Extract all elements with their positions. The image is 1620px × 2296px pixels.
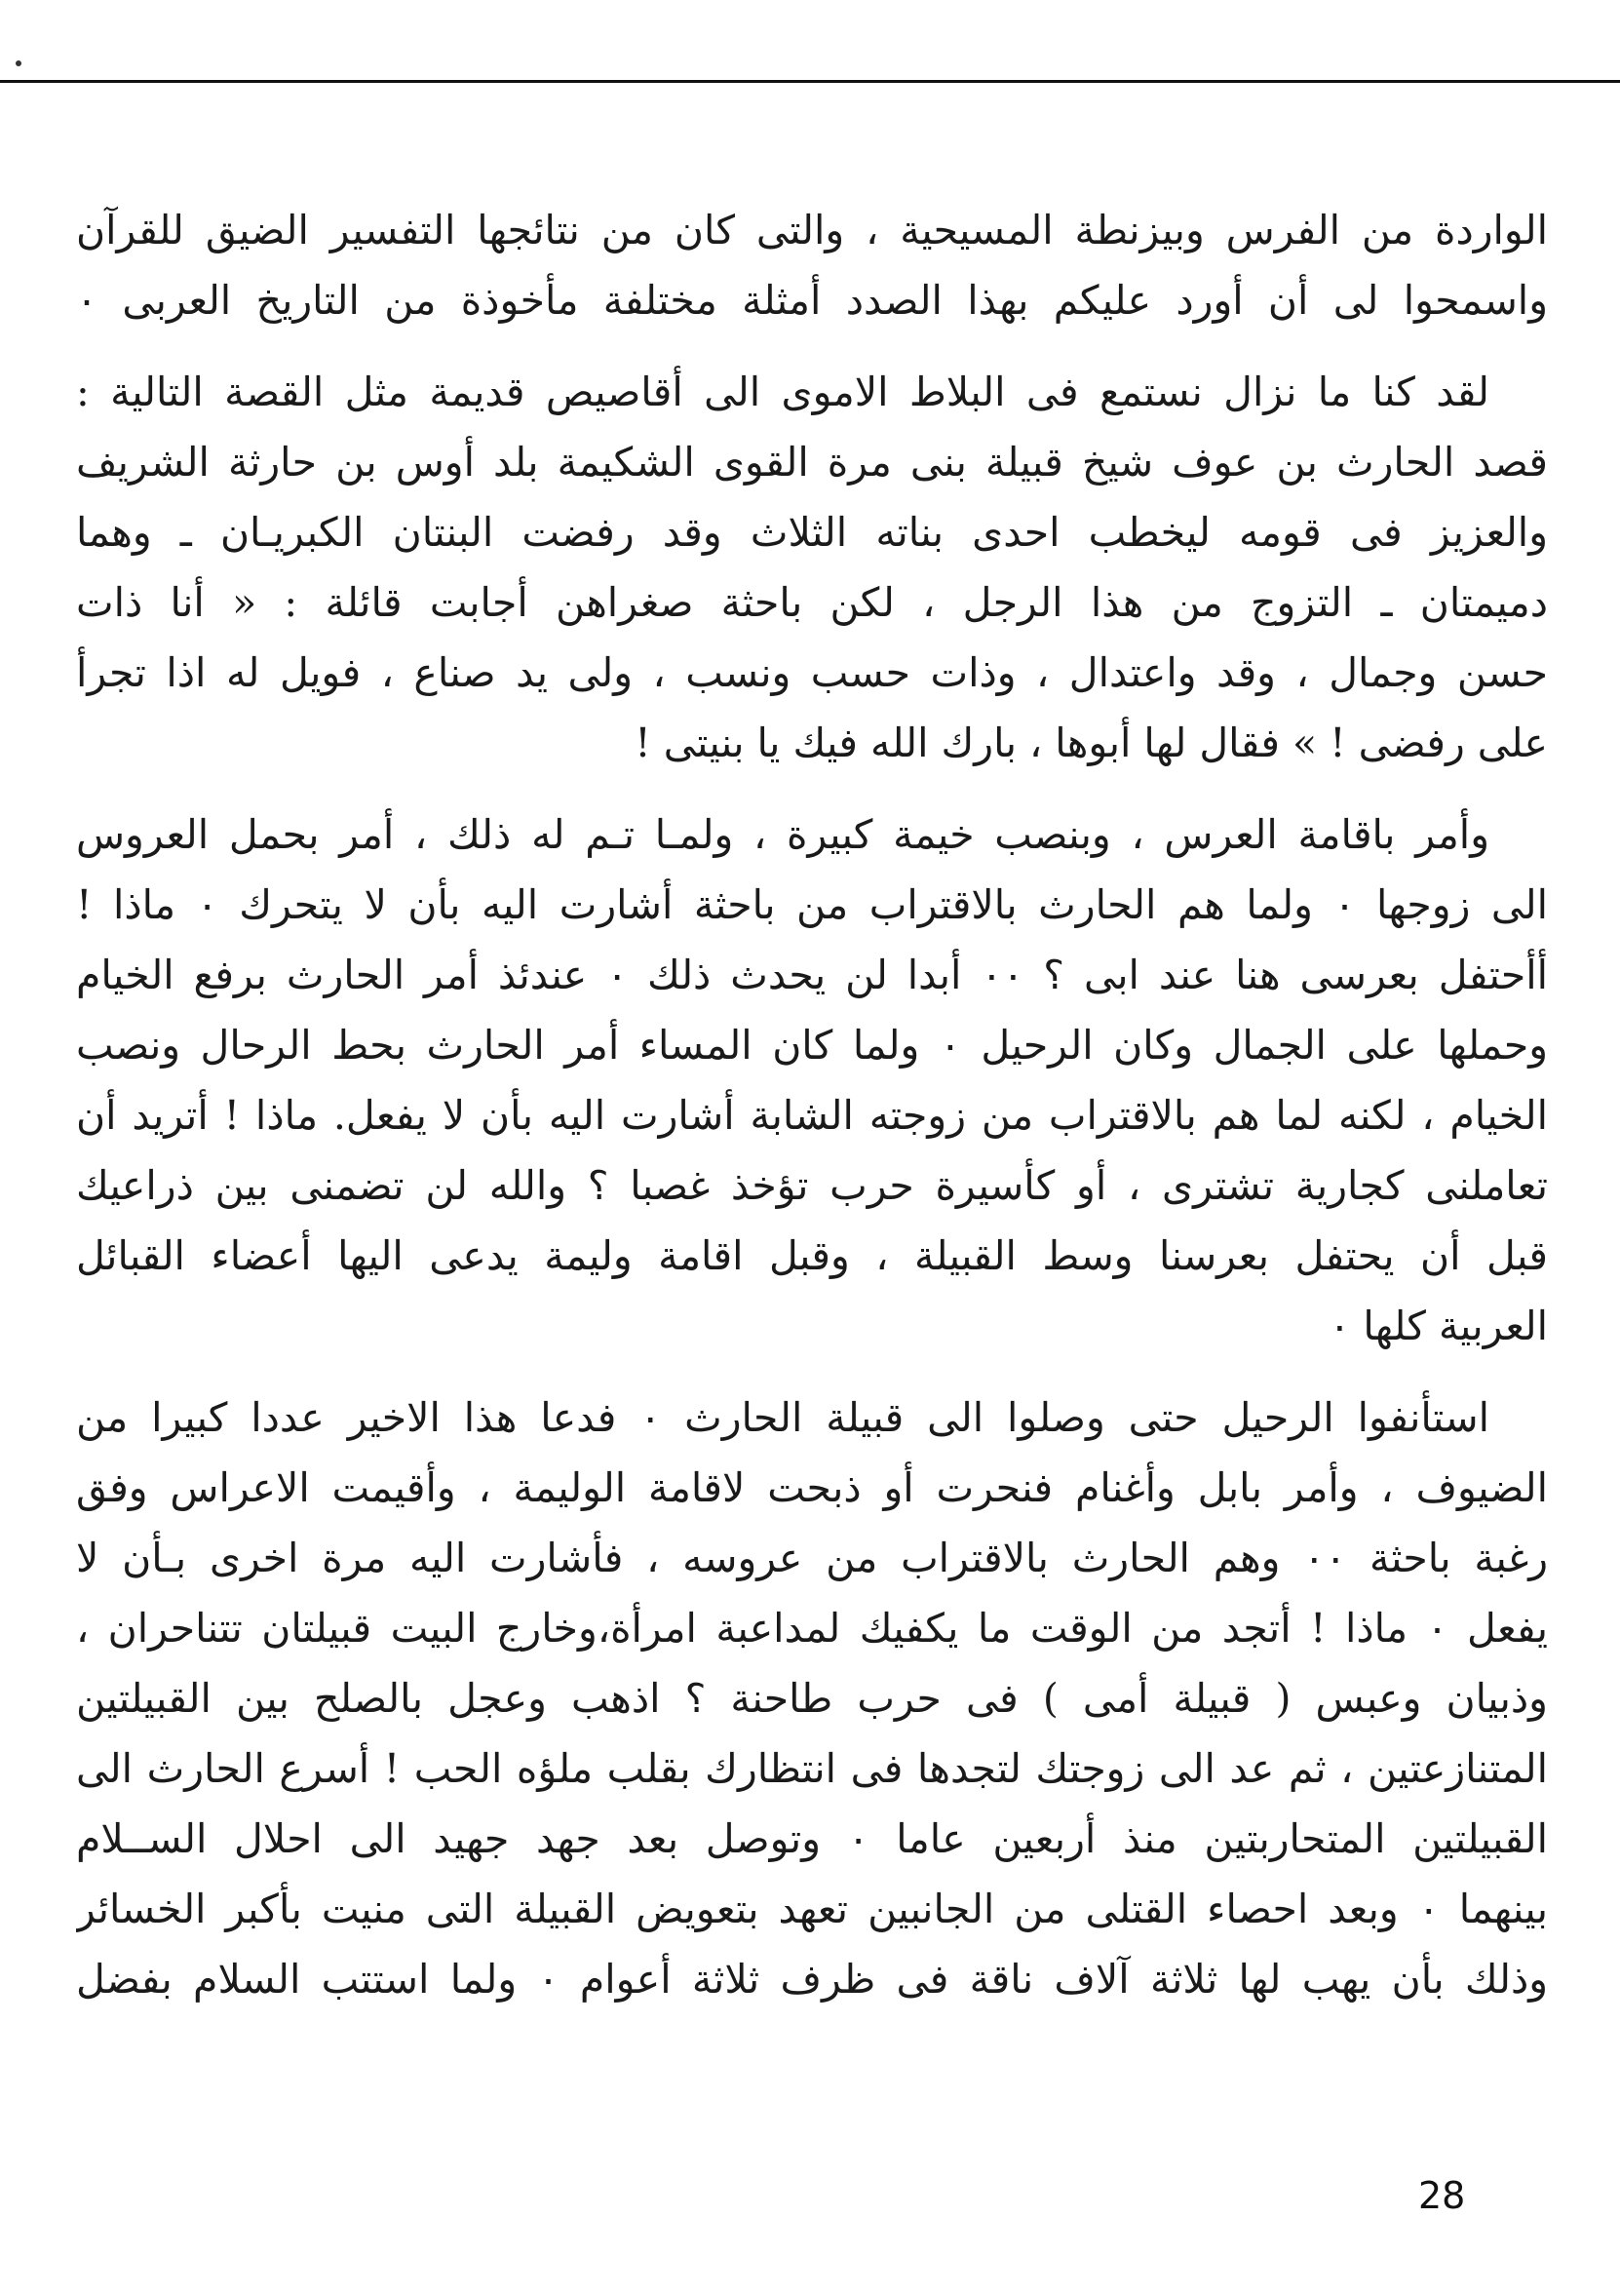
paragraph-1 [76, 195, 1548, 335]
text-line: استأنفوا الرحيل حتى وصلوا الى قبيلة الحارث ٠ فدعا هذا الاخير عددا كبيرا من [76, 1394, 1489, 1441]
text-line: بينهما ٠ وبعد احصاء القتلى من الجانبين تعهد بتعويض القبيلة التى منيت بأكبر الخسائر [76, 1886, 1548, 1932]
text-line: لقد كنا ما نزال نستمع فى البلاط الاموى الى أقاصيص قديمة مثل القصة التالية : [76, 369, 1489, 415]
text-line: دميمتان ـ التزوج من هذا الرجل ، لكن باحثة صغراهن أجابت قائلة : « أنا ذات [76, 579, 1548, 626]
text-line: قصد الحارث بن عوف شيخ قبيلة بنى مرة القوى الشكيمة بلد أوس بن حارثة الشريف [76, 439, 1548, 486]
text-line: وذلك بأن يهب لها ثلاثة آلاف ناقة فى ظرف ثلاثة أعوام ٠ ولما استتب السلام بفضل [76, 1956, 1548, 2003]
text-line: وذبيان وعبس ( قبيلة أمى ) فى حرب طاحنة ؟ اذهب وعجل بالصلح بين القبيلتين [76, 1675, 1548, 1722]
paragraph-3 [76, 799, 1548, 1361]
text-line: الخيام ، لكنه لما هم بالاقتراب من زوجته الشابة أشارت اليه بأن لا يفعل. ماذا ! أتريد أن [76, 1092, 1548, 1139]
text-line: حسن وجمال ، وقد واعتدال ، وذات حسب ونسب ، ولى يد صناع ، فويل له اذا تجرأ [76, 649, 1548, 696]
header-rule [0, 80, 1620, 83]
text-line: الضيوف ، وأمر بابل وأغنام فنحرت أو ذبحت لاقامة الوليمة ، وأقيمت الاعراس وفق [76, 1464, 1548, 1511]
text-line: الواردة من الفرس وبيزنطة المسيحية ، والتى كان من نتائجها التفسير الضيق للقرآن [76, 207, 1548, 253]
text-line: واسمحوا لى أن أورد عليكم بهذا الصدد أمثلة مختلفة مأخوذة من التاريخ العربى ٠ [76, 277, 1548, 324]
text-line: رغبة باحثة ٠٠ وهم الحارث بالاقتراب من عروسه ، فأشارت اليه مرة اخرى بـأن لا [76, 1535, 1548, 1581]
text-line: أأحتفل بعرسى هنا عند ابى ؟ ٠٠ أبدا لن يحدث ذلك ٠ عندئذ أمر الحارث برفع الخيام [76, 952, 1548, 998]
page-number: 28 [1418, 2174, 1466, 2217]
text-line: العربية كلها ٠ [1329, 1303, 1548, 1349]
text-line: وأمر باقامة العرس ، وبنصب خيمة كبيرة ، ولمـا تـم له ذلك ، أمر بحمل العروس [76, 811, 1489, 858]
text-line: والعزيز فى قومه ليخطب احدى بناته الثلاث وقد رفضت البنتان الكبريـان ـ وهما [76, 509, 1548, 556]
paragraph-2 [76, 357, 1548, 778]
text-line: على رفضى ! » فقال لها أبوها ، بارك الله فيك يا بنيتى ! [635, 720, 1548, 766]
page-body [76, 195, 1548, 2014]
text-line: قبل أن يحتفل بعرسنا وسط القبيلة ، وقبل اقامة وليمة يدعى اليها أعضاء القبائل [76, 1232, 1548, 1279]
text-line: القبيلتين المتحاربتين منذ أربعين عاما ٠ وتوصل بعد جهد جهيد الى احلال الســلام [76, 1815, 1548, 1862]
text-line: يفعل ٠ ماذا ! أتجد من الوقت ما يكفيك لمداعبة امرأة،وخارج البيت قبيلتان تتناحران ، [76, 1605, 1548, 1652]
text-line: وحملها على الجمال وكان الرحيل ٠ ولما كان المساء أمر الحارث بحط الرحال ونصب [76, 1022, 1548, 1069]
text-line: المتنازعتين ، ثم عد الى زوجتك لتجدها فى انتظارك بقلب ملؤه الحب ! أسرع الحارث الى [76, 1745, 1548, 1792]
text-line: تعاملنى كجارية تشترى ، أو كأسيرة حرب تؤخذ غصبا ؟ والله لن تضمنى بين ذراعيك [76, 1162, 1548, 1209]
text-line: الى زوجها ٠ ولما هم الحارث بالاقتراب من باحثة أشارت اليه بأن لا يتحرك ٠ ماذا ! [76, 881, 1548, 928]
paragraph-4 [76, 1382, 1548, 2014]
scan-speck [16, 60, 21, 66]
